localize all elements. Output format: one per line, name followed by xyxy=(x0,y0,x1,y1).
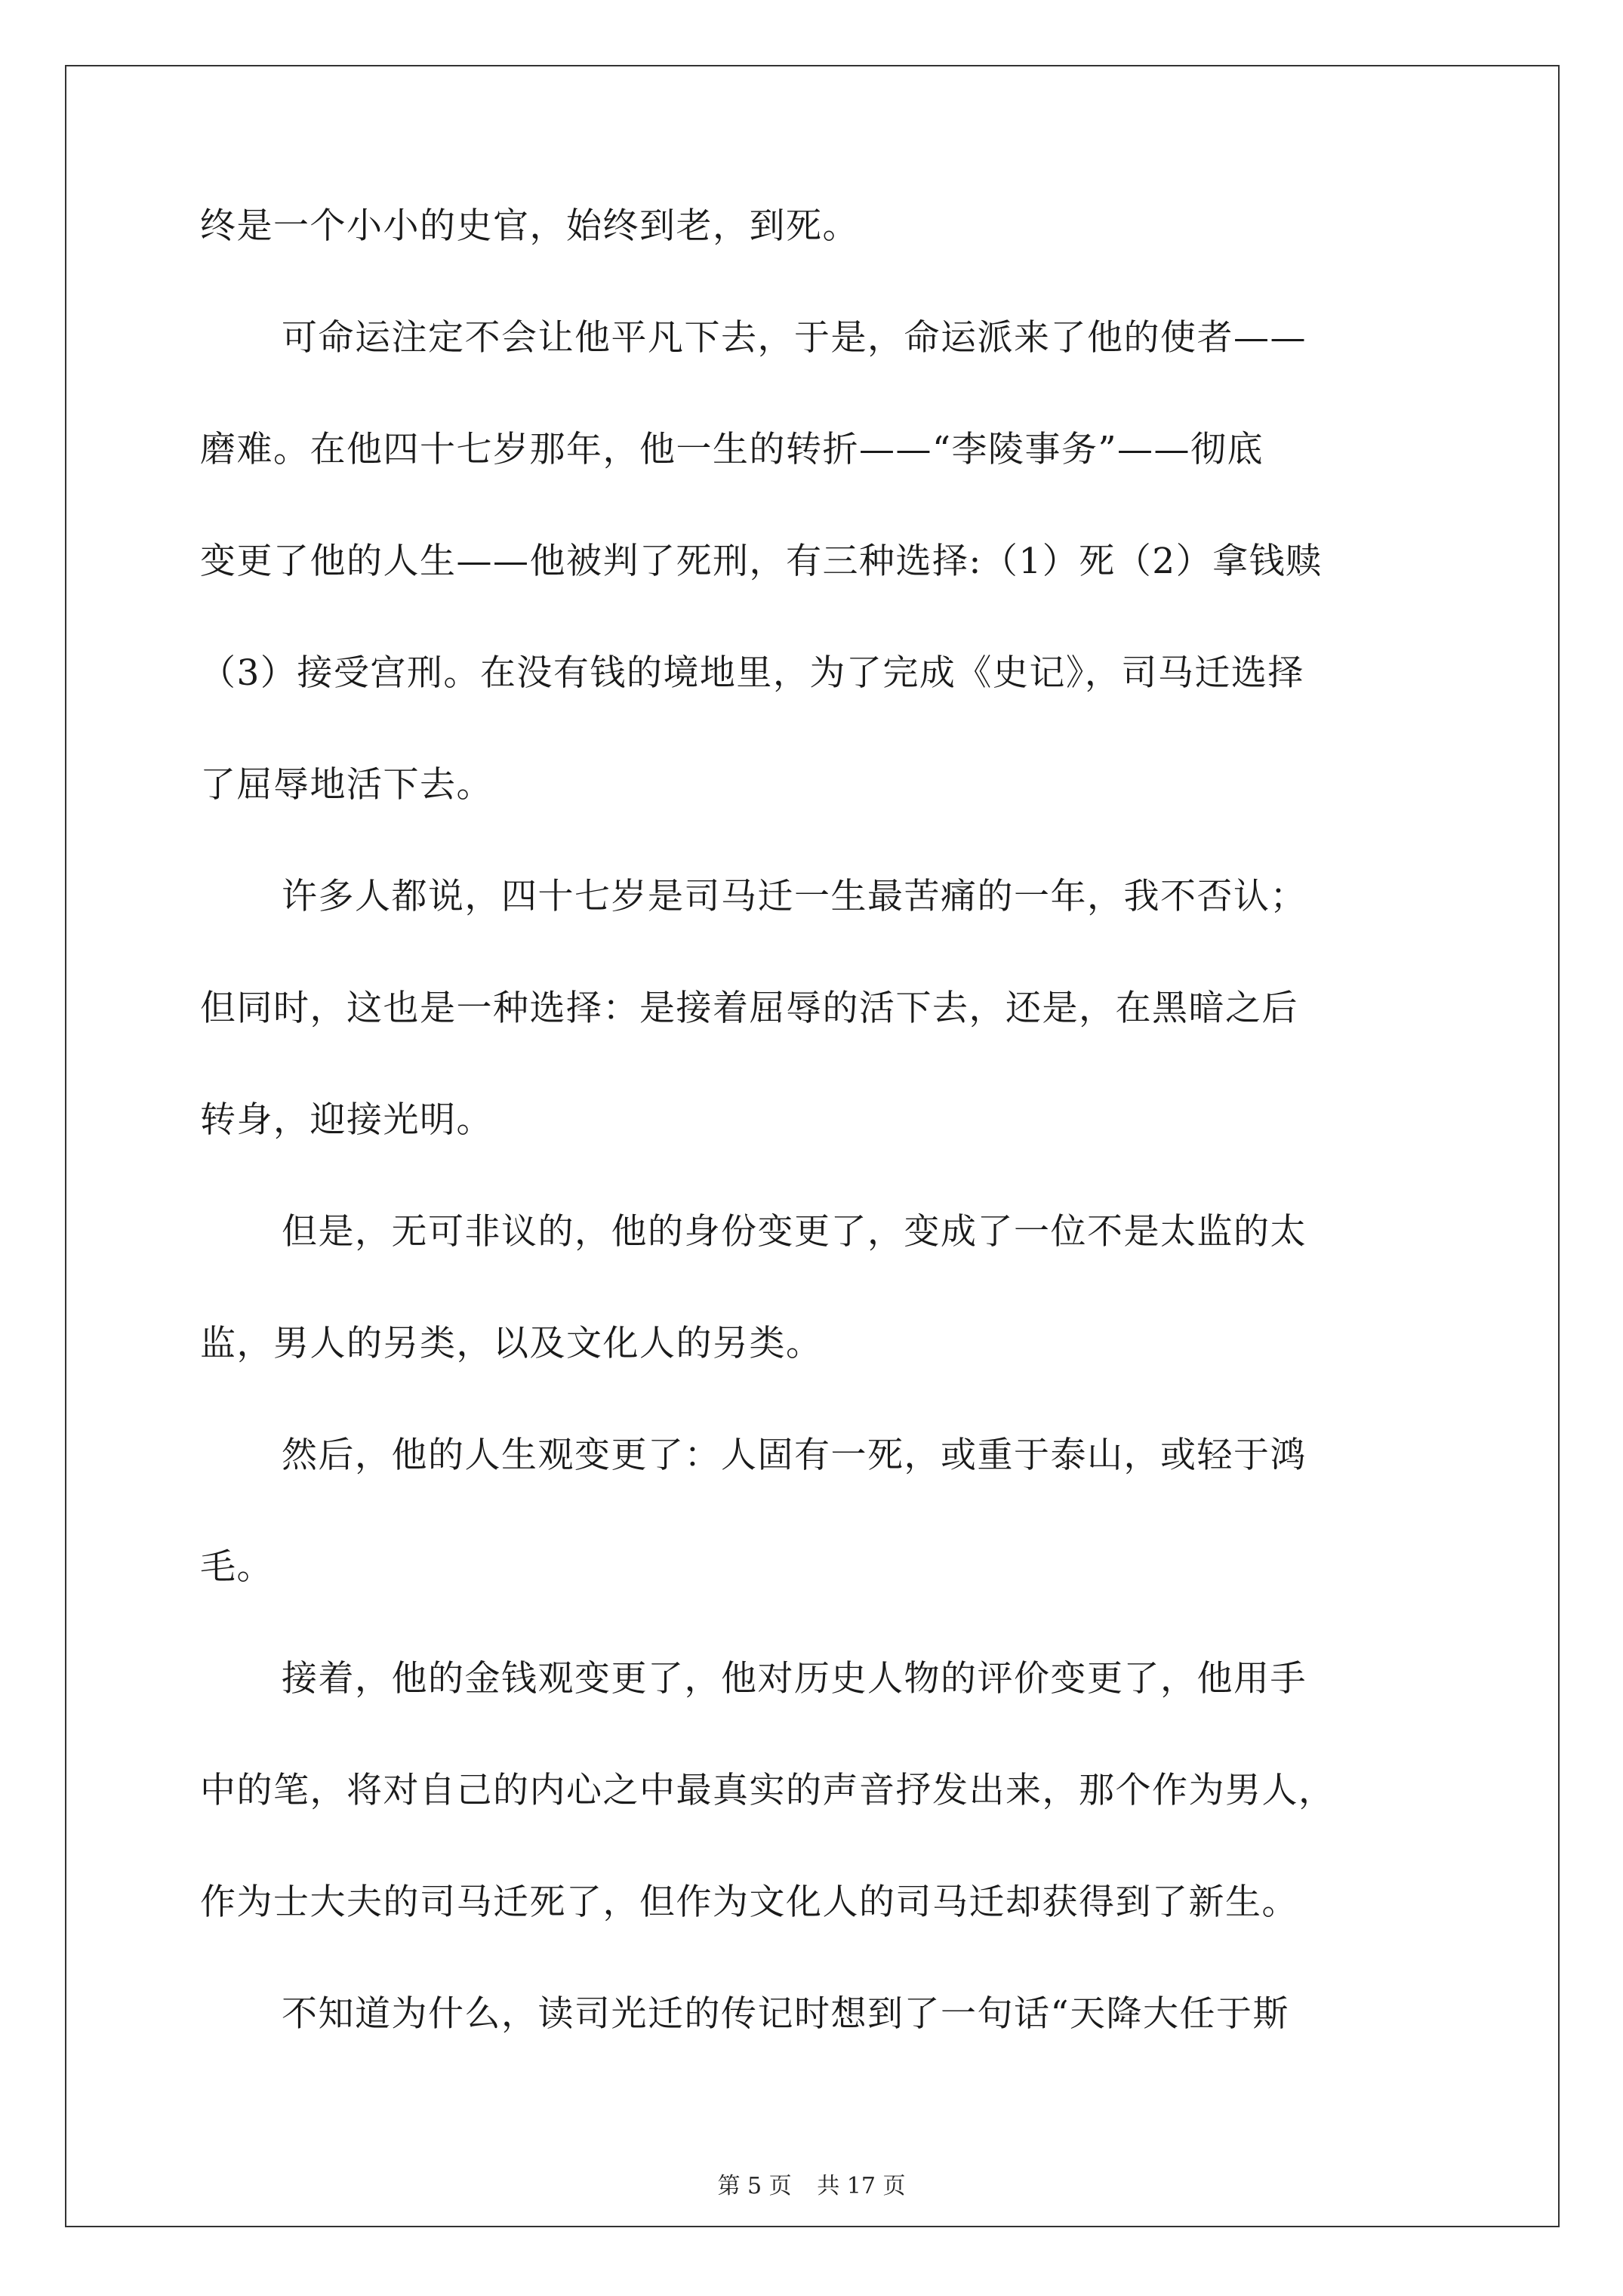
text-line-15: 中的笔，将对自己的内心之中最真实的声音抒发出来，那个作为男人， xyxy=(200,1770,1335,1811)
text-line-14: 接着，他的金钱观变更了，他对历史人物的评价变更了，他用手 xyxy=(282,1658,1307,1700)
text-line-3: 磨难。在他四十七岁那年，他一生的转折——“李陵事务”——彻底 xyxy=(200,429,1264,470)
text-line-7: 许多人都说，四十七岁是司马迁一生最苦痛的一年，我不否认； xyxy=(282,876,1307,917)
text-line-2: 可命运注定不会让他平凡下去，于是，命运派来了他的使者—— xyxy=(282,317,1307,359)
text-line-16: 作为士大夫的司马迁死了，但作为文化人的司马迁却获得到了新生。 xyxy=(200,1881,1298,1923)
page-total: 共 17 页 xyxy=(817,2173,906,2199)
text-line-9: 转身，迎接光明。 xyxy=(200,1099,493,1141)
text-line-11: 监，男人的另类，以及文化人的另类。 xyxy=(200,1323,823,1364)
text-line-8: 但同时，这也是一种选择：是接着屈辱的活下去，还是，在黑暗之后 xyxy=(200,988,1298,1029)
text-line-6: 了屈辱地活下去。 xyxy=(200,764,493,806)
text-line-4: 变更了他的人生——他被判了死刑，有三种选择:（1）死（2）拿钱赎 xyxy=(200,541,1323,582)
page-footer xyxy=(0,2171,1623,2202)
page-number: 第 5 页 xyxy=(717,2173,792,2199)
text-line-1: 终是一个小小的史官，始终到老，到死。 xyxy=(200,205,859,247)
text-line-10: 但是，无可非议的，他的身份变更了，变成了一位不是太监的太 xyxy=(282,1211,1307,1253)
text-line-13: 毛。 xyxy=(200,1546,273,1588)
text-line-17: 不知道为什么，读司光迁的传记时想到了一句话“天降大任于斯 xyxy=(282,1993,1290,2035)
text-line-5: （3）接受宫刑。在没有钱的境地里，为了完成《史记》，司马迁选择 xyxy=(200,652,1304,694)
text-line-12: 然后，他的人生观变更了：人固有一死，或重于泰山，或轻于鸿 xyxy=(282,1435,1307,1476)
